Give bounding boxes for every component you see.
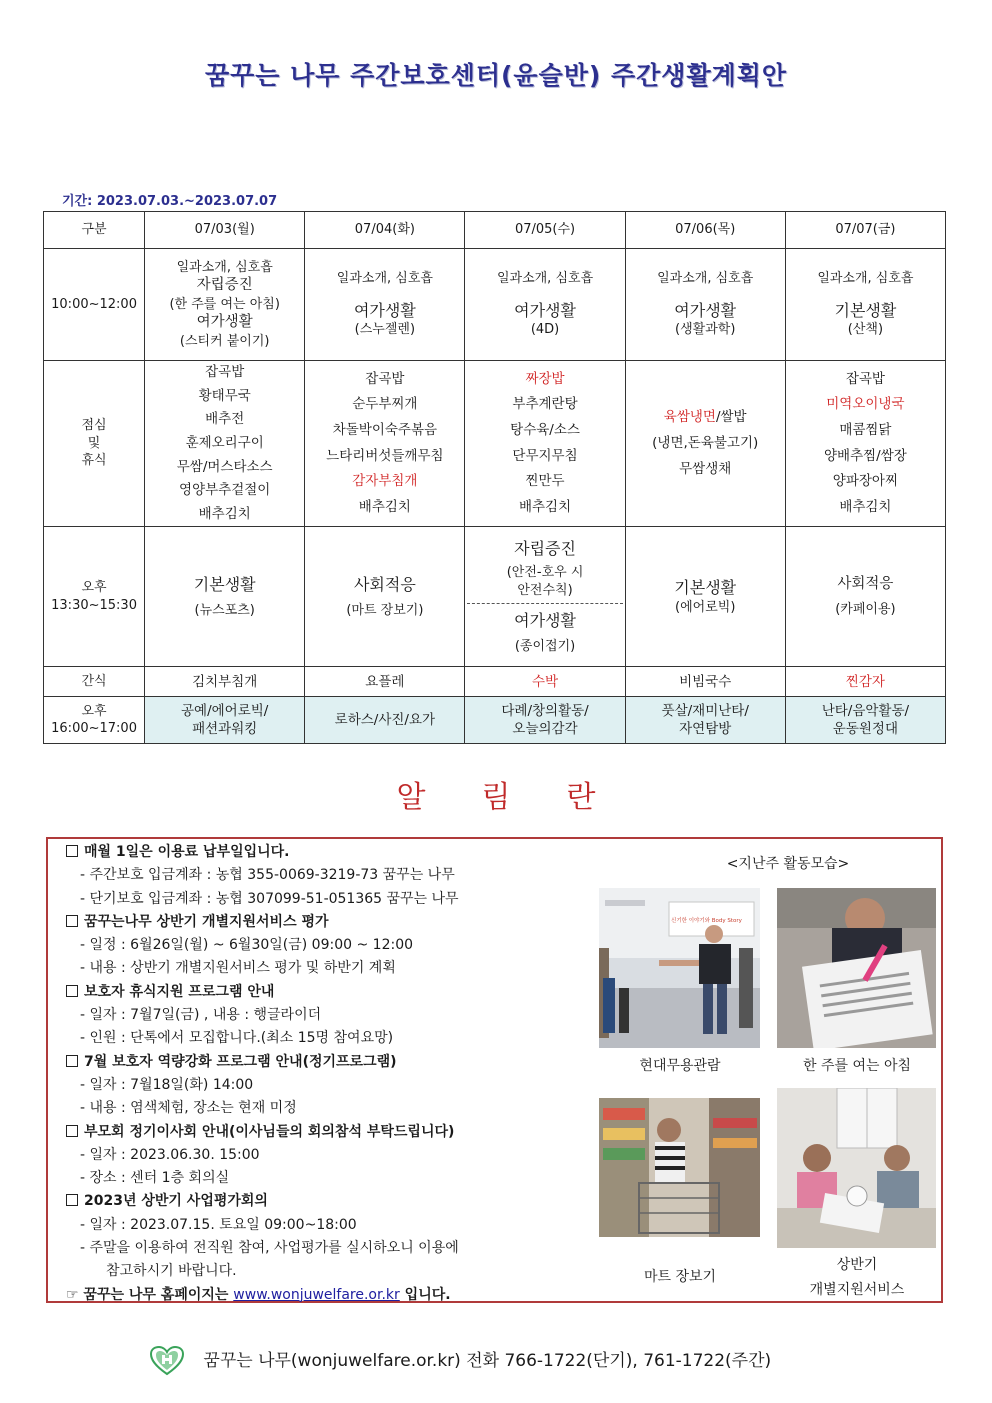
cell-line: 기본생활 [674, 578, 737, 598]
late-cell [145, 697, 305, 744]
checkbox-icon [66, 985, 78, 997]
notice-item: 꿈꾸는나무 상반기 개별지원서비스 평가 [66, 911, 606, 934]
checkbox-icon [66, 845, 78, 857]
caption: 상반기 [836, 1257, 878, 1273]
cell-line: (안전-호우 시 [506, 565, 584, 581]
morning-wed [465, 249, 625, 361]
morning-thu [625, 249, 785, 361]
cell-line: 공예/에어로빅/ [181, 703, 269, 720]
cell-line: 일과소개, 심호흡 [817, 271, 914, 287]
lunch-thu [625, 361, 785, 527]
cell-line: (산책) [847, 322, 884, 338]
cell-line: (에어로빅) [675, 599, 736, 615]
menu-item: 감자부침개 [352, 473, 418, 490]
menu-item: 탕수육/소스 [510, 422, 580, 439]
cell-line: 사회적응 [837, 576, 894, 593]
row-label: 10:00~12:00 [44, 249, 145, 361]
menu-item: 양파장아찌 [832, 473, 898, 490]
homepage-link[interactable]: www.wonjuwelfare.or.kr [233, 1286, 400, 1303]
cell-line: 점심 [81, 418, 107, 434]
lunch-row [44, 361, 946, 527]
cell-line: 13:30~15:30 [51, 597, 137, 613]
homepage-line [66, 1284, 606, 1307]
photo-mart [599, 1098, 760, 1237]
footer [150, 1345, 771, 1377]
menu-item: 배추김치 [198, 505, 251, 522]
caption: 개별지원서비스 [809, 1282, 905, 1298]
header-cell: 07/05(수) [465, 212, 625, 249]
checkbox-icon [66, 1194, 78, 1206]
cell-line: 16:00~17:00 [51, 721, 137, 737]
notice-heading: 알림란 [396, 780, 652, 815]
cell-line: (한 주를 여는 아침) [169, 296, 280, 312]
banner-text: 신기한 이야기와 Body Story [671, 918, 742, 924]
checkbox-icon [66, 1125, 78, 1137]
gallery-title: <지난주 활동모습> [726, 856, 850, 872]
menu-item: 양배추찜/쌈장 [824, 447, 907, 464]
checkbox-icon [66, 1055, 78, 1067]
notice-detail: - 일자 : 7월7일(금) , 내용 : 행글라이더 [80, 1007, 322, 1024]
menu-item: 느타리버섯들깨무침 [326, 447, 444, 464]
notice-detail: - 단기보호 입금계좌 : 농협 307099-51-051365 꿈꾸는 나무 [80, 890, 459, 907]
weekly-plan-table [43, 211, 946, 744]
menu-item: 황태무국 [198, 387, 251, 404]
photo-morning [777, 888, 936, 1048]
caption: 현대무용관람 [639, 1058, 721, 1074]
notice-item: 부모회 정기이사회 안내(이사님들의 회의참석 부탁드립니다) [66, 1121, 606, 1144]
notice-detail: - 주간보호 입금계좌 : 농협 355-0069-3219-73 꿈꾸는 나무 [80, 867, 455, 884]
menu-item: 무쌈생채 [679, 460, 732, 477]
caption: 한 주를 여는 아침 [802, 1058, 912, 1074]
late-cell [305, 697, 465, 744]
row-label: 간식 [44, 667, 145, 697]
cell-line: 여가생활 [196, 314, 253, 331]
late-cell [465, 697, 625, 744]
notice-detail: - 일자 : 2023.07.15. 토요일 09:00~18:00 [80, 1216, 357, 1233]
menu-item: (냉면,돈육불고기) [652, 434, 759, 451]
cell-line: (마트 장보기) [346, 602, 424, 618]
cell-line: (카페이용) [835, 601, 896, 617]
snack-cell: 수박 [465, 667, 625, 697]
notice-detail: - 내용 : 염색체험, 장소는 현재 미정 [80, 1100, 297, 1117]
cell-line: 로하스/사진/요가 [334, 712, 436, 729]
header-cell: 07/04(화) [305, 212, 465, 249]
menu-item: 잡곡밥 [845, 370, 885, 387]
notice-detail: - 일정 : 6월26일(월) ~ 6월30일(금) 09:00 ~ 12:00 [80, 937, 414, 954]
cell-line: 여가생활 [514, 611, 576, 631]
menu-item: 매콤찜닭 [839, 422, 892, 439]
menu-item: 훈제오리구이 [185, 434, 264, 451]
snack-cell: 찐감자 [785, 667, 945, 697]
menu-item: 잡곡밥 [205, 364, 245, 380]
cell-line: 기본생활 [834, 300, 897, 320]
cell-line: 난타/음악활동/ [821, 703, 910, 720]
cell-line: 여가생활 [514, 300, 576, 320]
cell-line: 사회적응 [353, 575, 416, 595]
notice-detail: - 인원 : 단톡에서 모집합니다.(최소 15명 참여요망) [80, 1030, 394, 1047]
cell-line: 및 [87, 435, 101, 451]
notice-detail: - 일자 : 7월18일(화) 14:00 [80, 1076, 254, 1093]
menu-rest: /쌀밥 [715, 409, 747, 426]
menu-item: 순두부찌개 [352, 396, 418, 413]
notice-item: 7월 보호자 역량강화 프로그램 안내(정기프로그램) [66, 1051, 606, 1074]
cell-line: (생활과학) [675, 322, 736, 338]
snack-cell: 김치부침개 [145, 667, 305, 697]
notice-detail: - 장소 : 센터 1층 회의실 [80, 1170, 230, 1187]
cell-line: 휴식 [81, 453, 107, 469]
lunch-tue [305, 361, 465, 527]
cell-line: 일과소개, 심호흡 [336, 271, 433, 287]
table-header-row [44, 212, 946, 249]
morning-row [44, 249, 946, 361]
menu-item: 배추김치 [518, 498, 572, 515]
menu-item: 짜장밥 [525, 370, 565, 387]
cell-line: 다례/창의활동/ [501, 703, 589, 720]
caption: 마트 장보기 [643, 1269, 717, 1285]
notice-detail: - 주말을 이용하여 전직원 참여, 사업평가를 실시하오니 이용에 [80, 1240, 459, 1257]
notice-box [46, 837, 943, 1303]
late-afternoon-row [44, 697, 946, 744]
afternoon-row [44, 527, 946, 667]
cell-line: 자립증진 [514, 539, 576, 559]
notice-list [66, 841, 606, 1307]
menu-highlight: 육쌈냉면 [663, 409, 716, 426]
cell-line: 풋살/재미난타/ [661, 703, 749, 720]
cell-line: 오후 [81, 580, 107, 596]
afternoon-tue [305, 527, 465, 667]
menu-item: 잡곡밥 [365, 370, 405, 387]
header-cell: 07/06(목) [625, 212, 785, 249]
checkbox-icon [66, 915, 78, 927]
row-label [44, 361, 145, 527]
notice-detail: 참고하시기 바랍니다. [106, 1263, 237, 1280]
late-cell [785, 697, 945, 744]
menu-item: 배추전 [205, 411, 245, 428]
cell-line: 운동원정대 [832, 721, 898, 738]
lunch-wed [465, 361, 625, 527]
cell-line: 여가생활 [353, 300, 416, 320]
row-label [44, 697, 145, 744]
menu-item: 찐만두 [525, 473, 565, 490]
afternoon-mon [145, 527, 305, 667]
menu-item: 부추계란탕 [512, 396, 578, 413]
cell-line: (뉴스포츠) [194, 602, 255, 618]
afternoon-wed-top [467, 538, 622, 604]
cell-line: 안전수칙) [517, 582, 573, 598]
photo-modern-dance [599, 888, 760, 1048]
menu-item: 미역오이냉국 [826, 396, 905, 413]
menu-item: 배추김치 [358, 498, 411, 515]
afternoon-thu [625, 527, 785, 667]
cell-line: 오늘의감각 [512, 721, 578, 738]
cell-line: 일과소개, 심호흡 [176, 259, 273, 275]
late-cell [625, 697, 785, 744]
menu-item: 무쌈/머스타소스 [176, 458, 273, 475]
cell-line: 일과소개, 심호흡 [496, 271, 594, 287]
notice-detail: - 일자 : 2023.06.30. 15:00 [80, 1146, 260, 1163]
lunch-mon [145, 361, 305, 527]
lunch-fri [785, 361, 945, 527]
cell-line: 자립증진 [196, 277, 253, 294]
cell-line: 패션과워킹 [192, 721, 258, 738]
snack-row [44, 667, 946, 697]
afternoon-wed [465, 527, 625, 667]
notice-item: 보호자 휴식지원 프로그램 안내 [66, 981, 606, 1004]
homepage-prefix: ☞ 꿈꾸는 나무 홈페이지는 [66, 1286, 229, 1303]
menu-item: 단무지무침 [512, 447, 578, 464]
cell-line: (스누젤렌) [354, 322, 416, 338]
snack-cell: 요플레 [305, 667, 465, 697]
cell-line: 일과소개, 심호흡 [657, 271, 754, 287]
page-title: 꿈꾸는 나무 주간보호센터(윤슬반) 주간생활계획안 [204, 61, 788, 90]
afternoon-fri [785, 527, 945, 667]
snack-cell: 비빔국수 [625, 667, 785, 697]
header-cell: 07/07(금) [785, 212, 945, 249]
cell-line: 기본생활 [193, 575, 256, 595]
homepage-suffix: 입니다. [404, 1286, 451, 1303]
notice-item: 매월 1일은 이용료 납부일입니다. [66, 841, 606, 864]
cell-line: (4D) [530, 322, 560, 338]
footer-text: 꿈꾸는 나무(wonjuwelfare.or.kr) 전화 766-1722(단기), 761-1722(주간) [203, 1351, 772, 1371]
morning-mon [145, 249, 305, 361]
row-label [44, 527, 145, 667]
menu-item: 차돌박이숙주볶음 [332, 422, 438, 439]
notice-item: 2023년 상반기 사업평가회의 [66, 1190, 606, 1213]
menu-item [628, 405, 783, 431]
menu-item: 영양부추겉절이 [179, 482, 271, 499]
morning-tue [305, 249, 465, 361]
cell-line: 여가생활 [674, 300, 737, 320]
cell-line: (종이접기) [514, 638, 576, 654]
cell-line: (스티커 붙이기) [179, 333, 270, 349]
period-label: 기간: 2023.07.03.~2023.07.07 [62, 194, 278, 209]
menu-item: 배추김치 [839, 498, 892, 515]
heart-logo-icon [150, 1346, 184, 1376]
header-cell: 07/03(월) [145, 212, 305, 249]
cell-line: 오후 [81, 703, 107, 719]
cell-line: 자연탐방 [679, 721, 732, 738]
photo-evaluation [777, 1088, 936, 1248]
header-cell: 구분 [44, 212, 145, 249]
morning-fri [785, 249, 945, 361]
notice-detail: - 내용 : 상반기 개별지원서비스 평가 및 하반기 계획 [80, 960, 396, 977]
